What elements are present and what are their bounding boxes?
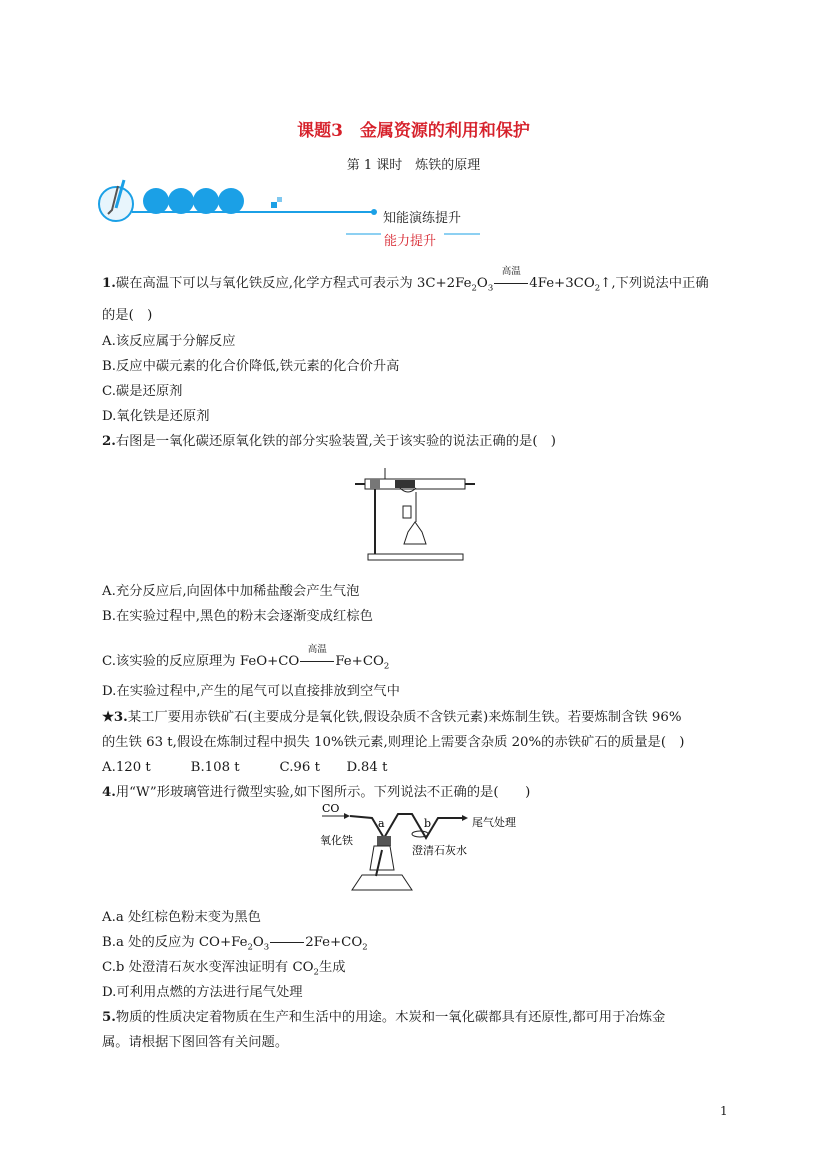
q3-stem-line2: 的生铁 63 t,假设在炼制过程中损失 10%铁元素,则理论上需要含杂质 20%的赤铁矿石的质量是( ) <box>102 735 685 750</box>
page-title: 课题3 金属资源的利用和保护 <box>297 121 530 141</box>
reaction-condition: 高温 <box>300 654 334 669</box>
q1-option-d: D.氧化铁是还原剂 <box>102 409 210 424</box>
q1-stem-line2: 的是( ) <box>102 308 153 323</box>
label-tail-gas: 尾气处理 <box>472 816 516 829</box>
q2-option-c: C.该实验的反应原理为 FeO+CO 高温 $Fe+CO_2$ <box>102 644 390 672</box>
q4-stem: 4.用“W”形玻璃管进行微型实验,如下图所示。下列说法不正确的是( ) <box>102 785 531 800</box>
label-co: CO <box>322 802 340 815</box>
label-a: a <box>378 817 385 830</box>
q2-option-d: D.在实验过程中,产生的尾气可以直接排放到空气中 <box>102 684 400 699</box>
q1-option-c: C.碳是还原剂 <box>102 384 183 399</box>
label-iron-oxide: 氧化铁 <box>320 834 353 847</box>
q1-option-b: B.反应中碳元素的化合价降低,铁元素的化合价升高 <box>102 359 400 374</box>
label-limewater: 澄清石灰水 <box>412 844 467 857</box>
reaction-condition: 高温 <box>494 276 528 291</box>
q2-option-b: B.在实验过程中,黑色的粉末会逐渐变成红棕色 <box>102 609 373 624</box>
q4-option-d: D.可利用点燃的方法进行尾气处理 <box>102 985 303 1000</box>
q2-stem: 2.右图是一氧化碳还原氧化铁的部分实验装置,关于该实验的说法正确的是( ) <box>102 434 556 449</box>
q3-options: A.120 t B.108 t C.96 t D.84 t <box>102 760 388 775</box>
q3-stem: ★3.某工厂要用赤铁矿石(主要成分是氧化铁,假设杂质不含铁元素)来炼制生铁。若要炼制含铁 96% <box>102 710 682 725</box>
q5-stem: 5.物质的性质决定着物质在生产和生活中的用途。木炭和一氧化碳都具有还原性,都可用于冶炼金 <box>102 1010 666 1025</box>
subsection-label: 能力提升 <box>384 234 437 249</box>
q5-stem-line2: 属。请根据下图回答有关问题。 <box>102 1035 289 1050</box>
co-reduction-apparatus <box>350 462 480 567</box>
page-number: 1 <box>720 1104 728 1118</box>
q4-option-b: B.a 处的反应为 $CO+Fe_2O_3$ $2Fe+CO_2$ <box>102 935 368 953</box>
q2-option-a: A.充分反应后,向固体中加稀盐酸会产生气泡 <box>102 584 360 599</box>
q4-option-c: C.b 处澄清石灰水变浑浊证明有 $CO_2$生成 <box>102 960 346 978</box>
section-label: 知能演练提升 <box>383 211 462 226</box>
label-b: b <box>424 817 432 830</box>
q4-option-a: A.a 处红棕色粉末变为黑色 <box>102 910 261 925</box>
w-tube-apparatus <box>312 800 522 900</box>
q1-option-a: A.该反应属于分解反应 <box>102 334 236 349</box>
q1-stem: 1.碳在高温下可以与氧化铁反应,化学方程式可表示为 $3C+2Fe_2O_3$ 高温 $4Fe+3CO_2↑$,下列说法中正确 <box>102 266 709 294</box>
page-subtitle: 第 1 课时 炼铁的原理 <box>346 158 481 173</box>
